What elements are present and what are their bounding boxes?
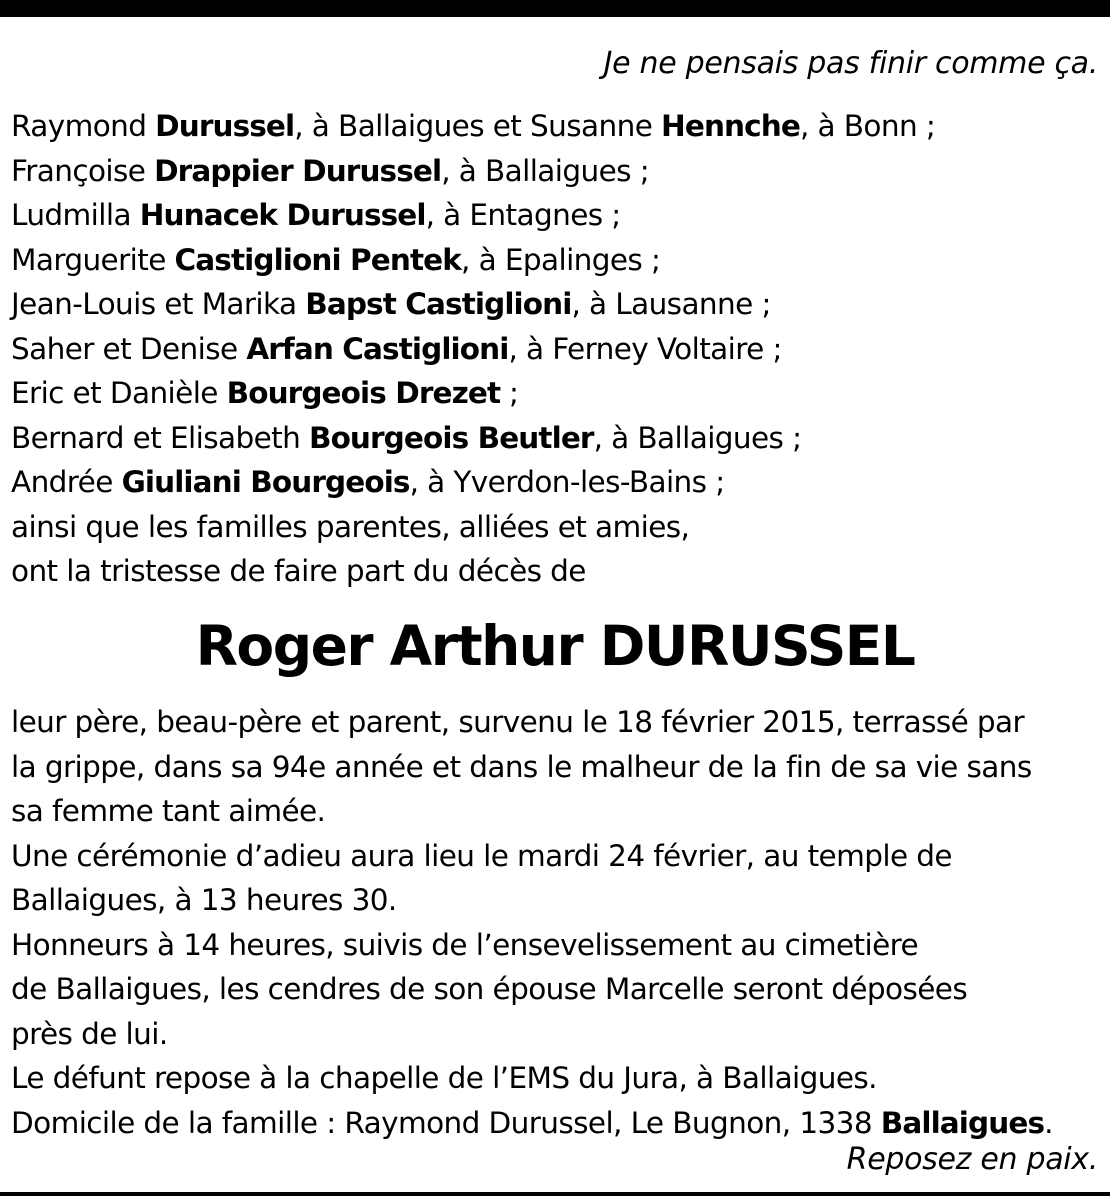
domicile-end: .: [1044, 1105, 1053, 1140]
notice-line: près de lui.: [11, 1016, 168, 1051]
family-line: [11, 238, 1101, 283]
family-surname: Bapst Castiglioni: [305, 287, 572, 321]
announcement-line: ainsi que les familles parentes, alliées et amies,: [11, 509, 690, 544]
family-surname: Bourgeois Drezet: [226, 376, 501, 410]
farewell: Reposez en paix.: [846, 1142, 1098, 1177]
family-surname: Bourgeois Beutler: [308, 420, 594, 455]
family-first-names: Jean-Louis et Marika: [11, 287, 306, 321]
family-surname: Castiglioni Pentek: [174, 242, 462, 277]
notice-line: Honneurs à 14 heures, suivis de l’ensevelissement au cimetière: [11, 927, 919, 962]
notice-line: Ballaigues, à 13 heures 30.: [11, 883, 397, 917]
notice-line: leur père, beau-père et parent, survenu le 18 février 2015, terrassé par: [11, 705, 1025, 739]
family-first-names: Andrée: [11, 465, 122, 499]
notice-line: Le défunt repose à la chapelle de l’EMS du Jura, à Ballaigues.: [11, 1061, 877, 1095]
family-surname: Hunacek Durussel: [139, 198, 426, 232]
family-list: [11, 104, 1101, 594]
family-surname: Arfan Castiglioni: [246, 331, 509, 366]
deceased-name: Roger Arthur DURUSSEL: [195, 614, 915, 678]
family-first-names: Ludmilla: [11, 198, 140, 232]
epigraph: Je ne pensais pas finir comme ça.: [603, 46, 1098, 81]
bottom-rule: [0, 1192, 1110, 1196]
family-line: [11, 104, 1101, 149]
family-location: , à Ferney Voltaire ;: [508, 331, 782, 366]
family-location: , à Ballaigues et Susanne: [294, 109, 662, 143]
family-first-names: Raymond: [11, 109, 156, 143]
family-location: , à Bonn ;: [799, 109, 936, 143]
notice-line: Une cérémonie d’adieu aura lieu le mardi 24 février, au temple de: [11, 838, 952, 873]
family-location: , à Ballaigues ;: [593, 420, 802, 455]
family-first-names: Marguerite: [11, 242, 175, 277]
family-line: [11, 149, 1101, 194]
announcement-line: ont la tristesse de faire part du décès de: [11, 554, 586, 588]
notice-line: sa femme tant aimée.: [11, 794, 326, 828]
domicile-place: Ballaigues: [880, 1105, 1045, 1140]
family-line: [11, 282, 1101, 327]
notice-body: [11, 700, 1101, 1145]
top-rule: [0, 0, 1110, 17]
family-line: [11, 460, 1101, 505]
family-surname: Durussel: [155, 109, 295, 143]
family-location: , à Epalinges ;: [461, 242, 661, 277]
family-location: ;: [500, 376, 519, 410]
family-surname: Drappier Durussel: [154, 153, 442, 188]
family-surname: Giuliani Bourgeois: [121, 465, 410, 499]
family-first-names: Françoise: [11, 153, 155, 188]
domicile-text: Domicile de la famille : Raymond Durussel, Le Bugnon, 1338: [11, 1105, 881, 1140]
family-first-names: Saher et Denise: [11, 331, 247, 366]
family-line: [11, 416, 1101, 461]
family-location: , à Entagnes ;: [425, 198, 621, 232]
family-line: [11, 371, 1101, 416]
notice-line: de Ballaigues, les cendres de son épouse Marcelle seront déposées: [11, 972, 968, 1006]
family-line: [11, 327, 1101, 372]
family-location: , à Yverdon-les-Bains ;: [409, 465, 725, 499]
family-location: , à Lausanne ;: [571, 287, 771, 321]
family-location: , à Ballaigues ;: [441, 153, 650, 188]
family-first-names: Eric et Danièle: [11, 376, 227, 410]
notice-line: la grippe, dans sa 94e année et dans le malheur de la fin de sa vie sans: [11, 749, 1032, 784]
family-first-names: Bernard et Elisabeth: [11, 420, 309, 455]
family-line: [11, 193, 1101, 238]
family-surname: Hennche: [661, 109, 800, 143]
